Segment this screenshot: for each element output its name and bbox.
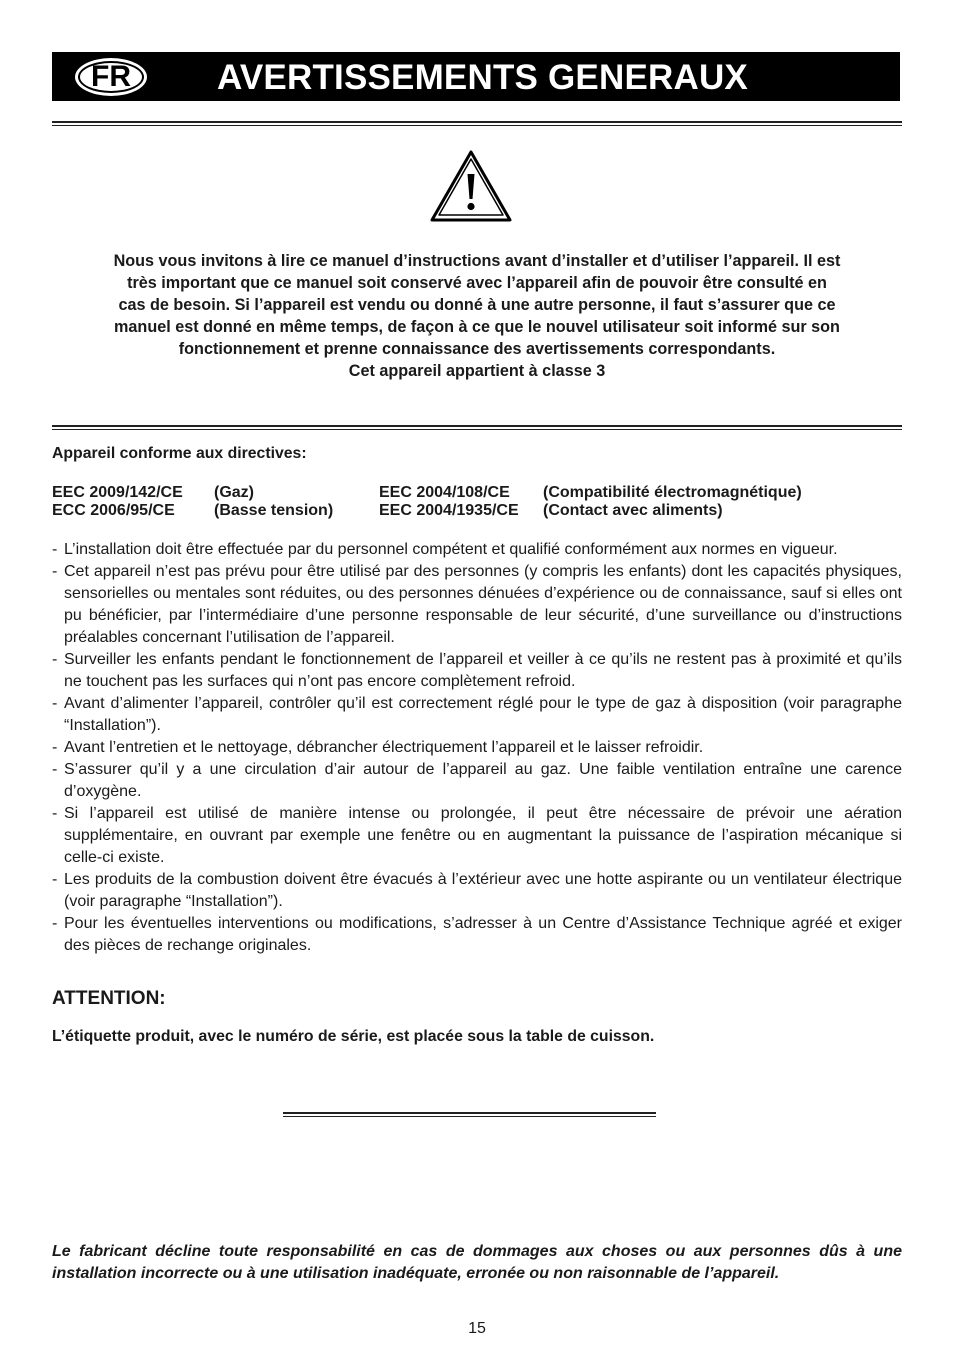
list-dash: - [52,563,58,580]
directive-desc: (Gaz) [214,484,254,501]
intro-line: manuel est donné en même temps, de façon à ce que le nouvel utilisateur soit informé sur son [114,318,840,336]
list-item-text: Surveiller les enfants pendant le fonctionnement de l’appareil et veiller à ce qu’ils ne restent pas à proximité et qu’ils ne touchent pas les surfaces qui n’ont pas encore complètement refroid. [64,651,902,690]
warnings-list [52,539,902,957]
product-label-note: L’étiquette produit, avec le numéro de série, est placée sous la table de cuisson. [52,1028,655,1045]
list-item-text: Les produits de la combustion doivent être évacués à l’extérieur avec une hotte aspirante ou un ventilateur électrique (voir paragraphe “Installation”). [64,871,902,910]
warning-triangle-icon [430,150,512,222]
list-dash: - [52,739,58,756]
directive-desc: (Basse tension) [214,502,334,519]
list-item-text: Avant d’alimenter l’appareil, contrôler qu’il est correctement réglé pour le type de gaz à disposition (voir paragraphe “Installation”). [64,695,902,734]
divider-top [52,121,902,126]
list-dash: - [52,915,58,932]
list-item-text: L’installation doit être effectuée par du personnel compétent et qualifié conformément aux normes en vigueur. [64,541,838,558]
list-dash: - [52,761,58,778]
list-dash: - [52,651,58,668]
divider-middle [52,425,902,430]
liability-disclaimer: Le fabricant décline toute responsabilité en cas de dommages aux choses ou aux personnes dûs à une installation incorrecte ou à une utilisation inadéquate, erronée ou non raisonnable de l’appareil. [52,1243,902,1282]
page-title: AVERTISSEMENTS GENERAUX [217,58,748,97]
attention-heading: ATTENTION: [52,988,166,1009]
list-item-text: Avant l’entretien et le nettoyage, débrancher électriquement l’appareil et le laisser refroidir. [64,739,704,756]
divider-bottom [283,1112,656,1117]
intro-line: Nous vous invitons à lire ce manuel d’instructions avant d’installer et d’utiliser l’appareil. Il est [113,252,841,270]
directive-code: EEC 2004/1935/CE [379,502,519,519]
list-item-text: Si l’appareil est utilisé de manière intense ou prolongée, il peut être nécessaire de prévoir une aération supplémentaire, en ouvrant par exemple une fenêtre ou en augmentant la puissance de l’aspiration mécanique si celle-ci existe. [64,805,902,866]
list-item-text: S’assurer qu’il y a une circulation d’air autour de l’appareil au gaz. Une faible ventilation entraîne une carence d’oxygène. [64,761,902,800]
list-item [52,869,902,913]
intro-line: très important que ce manuel soit conservé avec l’appareil afin de pouvoir être consulté en [127,274,827,292]
list-item-text: Cet appareil n’est pas prévu pour être utilisé par des personnes (y compris les enfants) dont les capacités physiques, sensorielles ou mentales sont réduites, ou des personnes dénuées d’expérience ou de connaissance, sauf si elles ont pu bénéficier, par l’intermédiaire d’une personne responsable de leur sécurité, d’une surveillance ou d’instructions préalables concernant l’utilisation de l’appareil. [64,563,902,646]
intro-line: fonctionnement et prenne connaissance des avertissements correspondants. [178,340,776,358]
list-dash: - [52,541,58,558]
list-item [52,913,902,957]
language-code: FR [91,60,131,93]
intro-line: cas de besoin. Si l’appareil est vendu ou donné à une autre personne, il faut s’assurer que ce [118,296,836,314]
list-item [52,759,902,803]
directive-code: EEC 2004/108/CE [379,484,510,501]
list-dash: - [52,871,58,888]
list-item-text: Pour les éventuelles interventions ou modifications, s’adresser à un Centre d’Assistance Technique agréé et exiger des pièces de rechange originales. [64,915,902,954]
list-item [52,649,902,693]
list-dash: - [52,805,58,822]
page-header [52,52,900,101]
list-dash: - [52,695,58,712]
page-number: 15 [468,1320,486,1337]
directives-title: Appareil conforme aux directives: [52,445,307,462]
directive-desc: (Compatibilité électromagnétique) [543,484,802,501]
list-item [52,693,902,737]
language-badge [75,58,147,96]
directive-desc: (Contact avec aliments) [543,502,723,519]
intro-paragraph [52,250,902,382]
directive-code: ECC 2006/95/CE [52,502,175,519]
class-statement: Cet appareil appartient à classe 3 [348,362,606,380]
list-item [52,803,902,869]
list-item [52,539,902,561]
list-item [52,561,902,649]
list-item [52,737,902,759]
directive-code: EEC 2009/142/CE [52,484,183,501]
